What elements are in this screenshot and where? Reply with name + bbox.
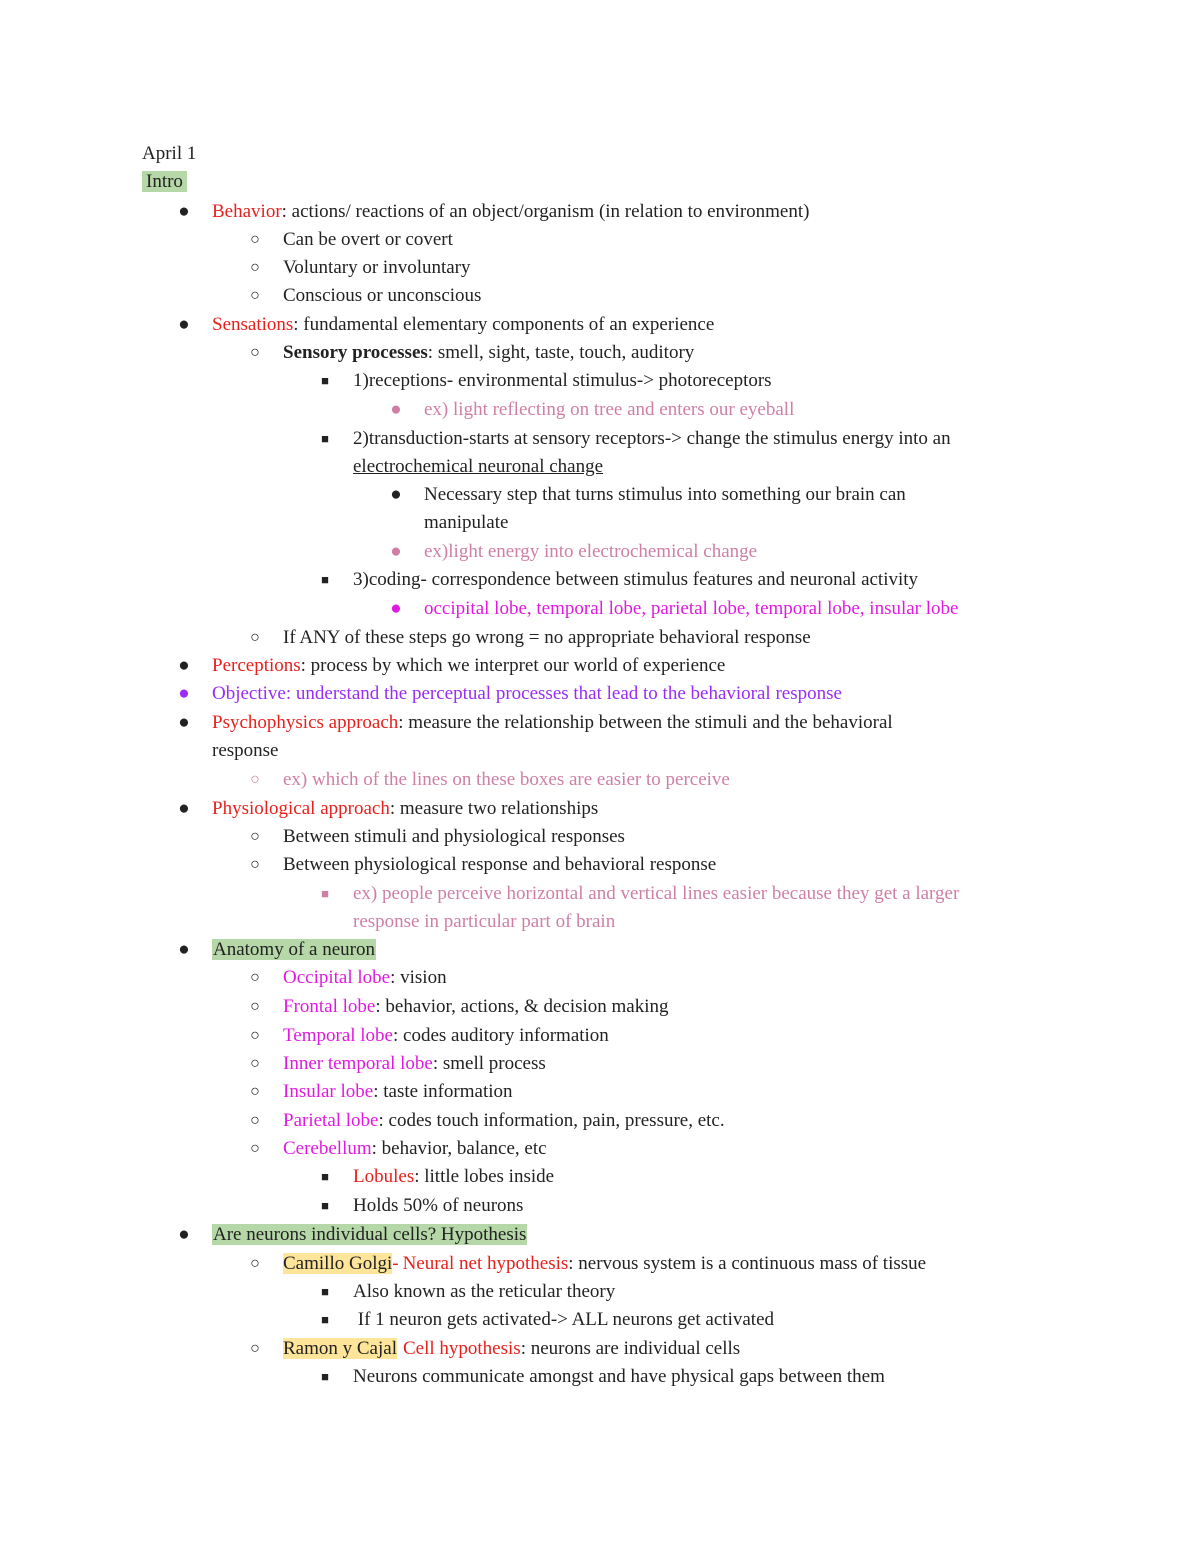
behavior-point: Conscious or unconscious xyxy=(283,285,482,306)
inner-temporal-term: Inner temporal lobe xyxy=(283,1053,433,1074)
insular-term: Insular lobe xyxy=(283,1081,374,1102)
sensory-line xyxy=(283,341,694,365)
sensations-line xyxy=(212,313,714,337)
sensory-definition: : smell, sight, taste, touch, auditory xyxy=(427,342,695,363)
circle-bullet-icon: ○ xyxy=(250,231,260,248)
circle-bullet-icon: ○ xyxy=(250,1055,260,1072)
occipital-term: Occipital lobe xyxy=(283,967,391,988)
cerebellum-line xyxy=(283,1137,547,1161)
sensory-term: Sensory processes xyxy=(283,342,428,363)
neural-net-term: Neural net hypothesis xyxy=(402,1253,569,1274)
golgi-line xyxy=(283,1252,926,1276)
activation-line: If 1 neuron gets activated-> ALL neurons get activated xyxy=(353,1309,774,1330)
step3-line: 3)coding- correspondence between stimulus features and neuronal activity xyxy=(353,569,919,590)
lobules-term: Lobules xyxy=(353,1166,415,1187)
disc-bullet-icon: ● xyxy=(178,939,190,960)
circle-bullet-icon: ○ xyxy=(250,1027,260,1044)
temporal-term: Temporal lobe xyxy=(283,1025,393,1046)
circle-bullet-icon: ○ xyxy=(250,969,260,986)
circle-bullet-icon: ○ xyxy=(250,1083,260,1100)
step3-lobes: occipital lobe, temporal lobe, parietal lobe, temporal lobe, insular lobe xyxy=(424,598,959,619)
disc-bullet-icon: ● xyxy=(178,1224,190,1245)
disc-bullet-icon: ● xyxy=(178,712,190,733)
frontal-term: Frontal lobe xyxy=(283,996,376,1017)
cell-hypothesis-term: Cell hypothesis xyxy=(402,1338,521,1359)
circle-bullet-icon: ○ xyxy=(250,828,260,845)
perceptions-line xyxy=(212,654,725,678)
parietal-definition: : codes touch information, pain, pressure, etc. xyxy=(378,1110,725,1131)
parietal-line xyxy=(283,1109,725,1133)
perceptions-definition: : process by which we interpret our world of experience xyxy=(300,655,726,676)
temporal-line xyxy=(283,1024,609,1048)
note-date: April 1 xyxy=(142,143,197,164)
step2-example: ex)light energy into electrochemical change xyxy=(424,541,758,562)
psychophysics-term: Psychophysics approach xyxy=(212,712,399,733)
step1-example: ex) light reflecting on tree and enters our eyeball xyxy=(424,399,795,420)
square-bullet-icon: ■ xyxy=(321,1198,329,1213)
circle-bullet-icon: ○ xyxy=(250,856,260,873)
neurons-question-text: Are neurons individual cells? Hypothesis xyxy=(213,1224,527,1245)
step2-detail-continuation: manipulate xyxy=(424,512,509,533)
perceptions-term: Perceptions xyxy=(212,655,301,676)
disc-bullet-icon: ● xyxy=(390,541,402,562)
occipital-definition: : vision xyxy=(390,967,447,988)
sensations-term: Sensations xyxy=(212,314,294,335)
physiological-point: Between physiological response and behavioral response xyxy=(283,854,717,875)
step1-line: 1)receptions- environmental stimulus-> photoreceptors xyxy=(353,370,772,391)
holds-line: Holds 50% of neurons xyxy=(353,1195,524,1216)
cell-hypothesis-definition: : neurons are individual cells xyxy=(520,1338,741,1359)
golgi-dash: - xyxy=(392,1253,399,1274)
cerebellum-definition: : behavior, balance, etc xyxy=(371,1138,547,1159)
behavior-term: Behavior xyxy=(212,201,282,222)
step2-line: 2)transduction-starts at sensory receptors-> change the stimulus energy into an xyxy=(353,428,951,449)
disc-bullet-icon: ● xyxy=(178,655,190,676)
if-any-line: If ANY of these steps go wrong = no appropriate behavioral response xyxy=(283,627,811,648)
circle-bullet-icon: ○ xyxy=(250,1140,260,1157)
square-bullet-icon: ■ xyxy=(321,886,329,901)
insular-definition: : taste information xyxy=(373,1081,513,1102)
inner-temporal-definition: : smell process xyxy=(432,1053,546,1074)
physiological-line xyxy=(212,797,598,821)
psychophysics-example: ex) which of the lines on these boxes are easier to perceive xyxy=(283,769,730,790)
square-bullet-icon: ■ xyxy=(321,431,329,446)
disc-bullet-icon: ● xyxy=(390,484,402,505)
circle-bullet-icon: ○ xyxy=(250,259,260,276)
frontal-definition: : behavior, actions, & decision making xyxy=(375,996,669,1017)
frontal-line xyxy=(283,995,669,1019)
physiological-example-continuation: response in particular part of brain xyxy=(353,911,616,932)
physiological-point: Between stimuli and physiological responses xyxy=(283,826,625,847)
step2-detail: Necessary step that turns stimulus into something our brain can xyxy=(424,484,906,505)
occipital-line xyxy=(283,966,447,990)
temporal-definition: : codes auditory information xyxy=(393,1025,609,1046)
section-title-text: Intro xyxy=(142,171,187,192)
cajal-name: Ramon y Cajal xyxy=(283,1338,397,1359)
golgi-name: Camillo Golgi xyxy=(283,1253,393,1274)
disc-bullet-icon: ● xyxy=(390,598,402,619)
inner-temporal-line xyxy=(283,1052,546,1076)
square-bullet-icon: ■ xyxy=(321,1369,329,1384)
section-title xyxy=(142,170,187,194)
anatomy-heading-text: Anatomy of a neuron xyxy=(213,939,375,960)
neural-net-definition: : nervous system is a continuous mass of tissue xyxy=(568,1253,927,1274)
anatomy-heading xyxy=(212,938,376,962)
circle-bullet-icon: ○ xyxy=(250,998,260,1015)
square-bullet-icon: ■ xyxy=(321,572,329,587)
circle-bullet-icon: ○ xyxy=(250,1340,260,1357)
circle-bullet-icon: ○ xyxy=(250,771,260,788)
physiological-term: Physiological approach xyxy=(212,798,390,819)
behavior-point: Can be overt or covert xyxy=(283,229,453,250)
circle-bullet-icon: ○ xyxy=(250,1255,260,1272)
disc-bullet-icon: ● xyxy=(178,798,190,819)
square-bullet-icon: ■ xyxy=(321,1169,329,1184)
circle-bullet-icon: ○ xyxy=(250,344,260,361)
communicate-line: Neurons communicate amongst and have physical gaps between them xyxy=(353,1366,885,1387)
insular-line xyxy=(283,1080,513,1104)
reticular-line: Also known as the reticular theory xyxy=(353,1281,616,1302)
square-bullet-icon: ■ xyxy=(321,1284,329,1299)
disc-bullet-icon: ● xyxy=(390,399,402,420)
disc-bullet-icon: ● xyxy=(178,201,190,222)
disc-bullet-icon: ● xyxy=(178,314,190,335)
physiological-definition: : measure two relationships xyxy=(389,798,599,819)
circle-bullet-icon: ○ xyxy=(250,287,260,304)
lobules-line xyxy=(353,1165,554,1189)
square-bullet-icon: ■ xyxy=(321,373,329,388)
sensations-definition: : fundamental elementary components of an experience xyxy=(293,314,715,335)
psychophysics-definition: : measure the relationship between the stimuli and the behavioral xyxy=(398,712,893,733)
lobules-definition: : little lobes inside xyxy=(414,1166,555,1187)
psychophysics-continuation: response xyxy=(212,740,279,761)
disc-bullet-icon: ● xyxy=(178,683,190,704)
psychophysics-line xyxy=(212,711,893,735)
behavior-line xyxy=(212,200,809,224)
parietal-term: Parietal lobe xyxy=(283,1110,379,1131)
physiological-example: ex) people perceive horizontal and vertical lines easier because they get a larger xyxy=(353,883,960,904)
step2-continuation: electrochemical neuronal change xyxy=(353,456,604,477)
cajal-line xyxy=(283,1337,740,1361)
objective-line: Objective: understand the perceptual processes that lead to the behavioral response xyxy=(212,683,842,704)
circle-bullet-icon: ○ xyxy=(250,629,260,646)
neurons-question-heading xyxy=(212,1223,527,1247)
behavior-point: Voluntary or involuntary xyxy=(283,257,471,278)
circle-bullet-icon: ○ xyxy=(250,1112,260,1129)
cerebellum-term: Cerebellum xyxy=(283,1138,372,1159)
square-bullet-icon: ■ xyxy=(321,1312,329,1327)
behavior-definition: : actions/ reactions of an object/organism (in relation to environment) xyxy=(281,201,810,222)
